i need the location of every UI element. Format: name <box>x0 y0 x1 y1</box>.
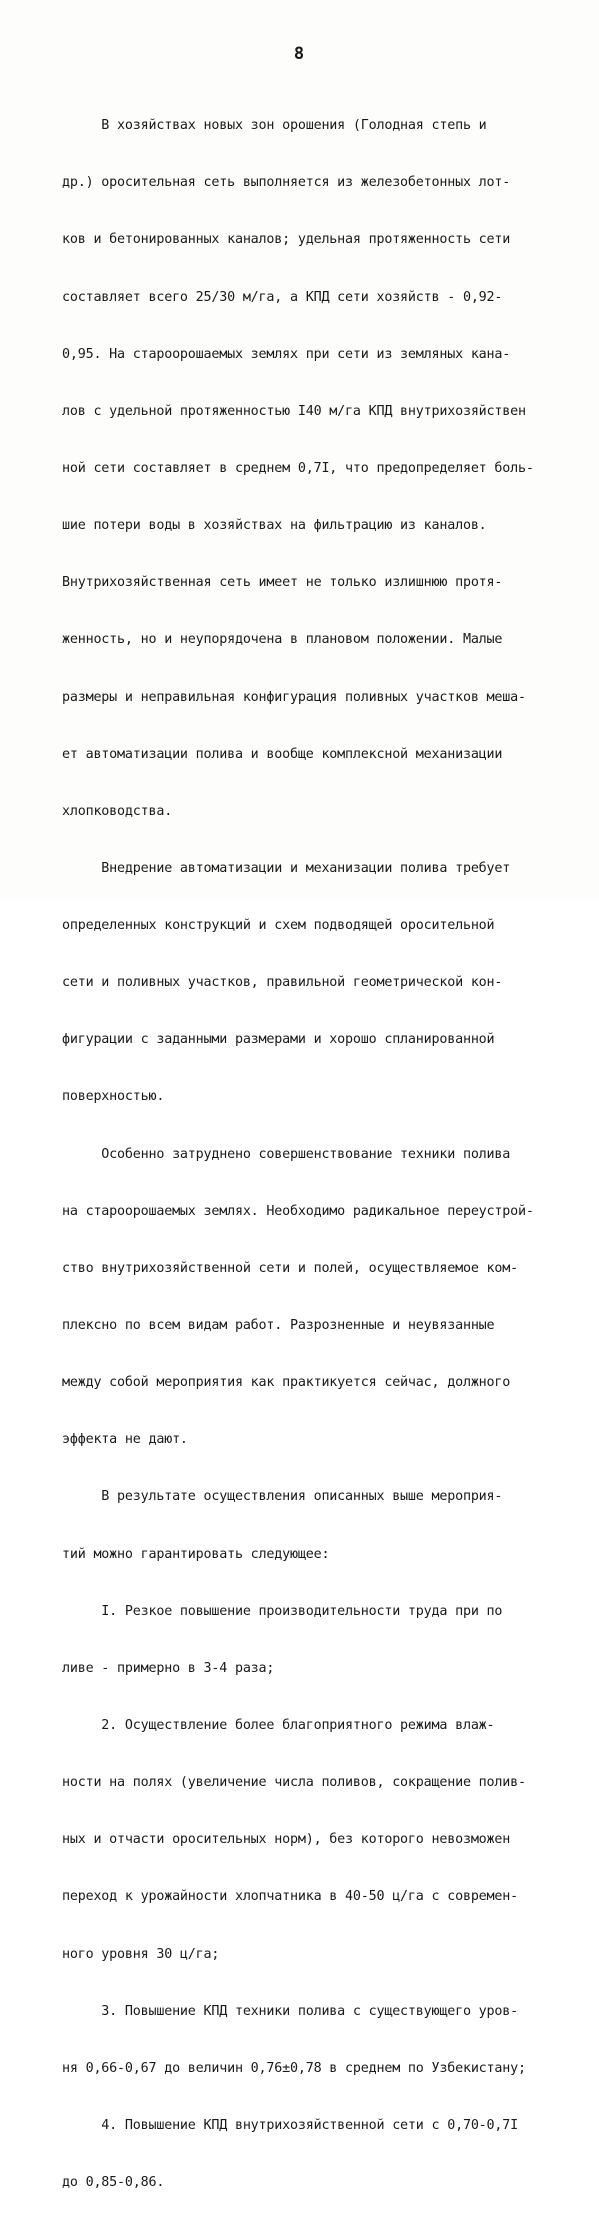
text-line: эффекта не дают. <box>62 1432 188 1448</box>
text-line: ков и бетонированных каналов; удельная протяженность сети <box>62 232 511 248</box>
text-line: Особенно затруднено совершенствование техники полива <box>62 1146 511 1162</box>
text-line: определенных конструкций и схем подводящей оросительной <box>62 918 495 934</box>
page-number: 8 <box>293 44 306 64</box>
text-line: ной сети составляет в среднем 0,7I, что предопределяет боль- <box>62 460 534 476</box>
text-line: лов с удельной протяженностью I40 м/га КПД внутрихозяйствен <box>62 403 526 419</box>
text-line: размеры и неправильная конфигурация поливных участков меша- <box>62 689 526 705</box>
text-line: тий можно гарантировать следующее: <box>62 1546 330 1562</box>
text-line: 0,95. На староорошаемых землях при сети из земляных кана- <box>62 346 511 362</box>
text-line: ня 0,66-0,67 до величин 0,76±0,78 в среднем по Узбекистану; <box>62 2060 526 2076</box>
text-line: ности на полях (увеличение числа поливов, сокращение полив- <box>62 1775 526 1791</box>
text-line: Внедрение автоматизации и механизации полива требует <box>62 860 511 876</box>
text-line: В результате осуществления описанных выше мероприя- <box>62 1489 503 1505</box>
text-line: между собой мероприятия как практикуется сейчас, должного <box>62 1375 511 1391</box>
text-line: на староорошаемых землях. Необходимо радикальное переустрой- <box>62 1203 534 1219</box>
text-line: ного уровня 30 ц/га; <box>62 1946 220 1962</box>
text-line: 4. Повышение КПД внутрихозяйственной сети с 0,70-0,7I <box>62 2118 518 2134</box>
text-line: ливе - примерно в 3-4 раза; <box>62 1660 275 1676</box>
text-line: 3. Повышение КПД техники полива с существующего уров- <box>62 2003 518 2019</box>
text-line: ных и отчасти оросительных норм), без которого невозможен <box>62 1832 511 1848</box>
text-line: В хозяйствах новых зон орошения (Голодная степь и <box>62 118 487 134</box>
text-line: Внутрихозяйственная сеть имеет не только излишнюю протя- <box>62 575 503 591</box>
text-line: ство внутрихозяйственной сети и полей, осуществляемое ком- <box>62 1260 518 1276</box>
text-line: 2. Осуществление более благоприятного режима влаж- <box>62 1718 495 1734</box>
text-line: составляет всего 25/30 м/га, а КПД сети хозяйств - 0,92- <box>62 289 503 305</box>
text-line: I. Резкое повышение производительности труда при по <box>62 1603 503 1619</box>
text-line: шие потери воды в хозяйствах на фильтрацию из каналов. <box>62 518 487 534</box>
text-line: до 0,85-0,86. <box>62 2175 165 2191</box>
text-line: поверхностью. <box>62 1089 165 1105</box>
text-line: сети и поливных участков, правильной геометрической кон- <box>62 975 503 991</box>
text-line: хлопководства. <box>62 803 173 819</box>
text-line: ет автоматизации полива и вообще комплексной механизации <box>62 746 503 762</box>
text-line: переход к урожайности хлопчатника в 40-50 ц/га с современ- <box>62 1889 518 1905</box>
text-line: плексно по всем видам работ. Разрозненные и неувязанные <box>62 1318 495 1334</box>
text-line: фигурации с заданными размерами и хорошо спланированной <box>62 1032 495 1048</box>
text-line: др.) оросительная сеть выполняется из железобетонных лот- <box>62 175 511 191</box>
body-text <box>62 78 562 2230</box>
text-line: женность, но и неупорядочена в плановом положении. Малые <box>62 632 503 648</box>
